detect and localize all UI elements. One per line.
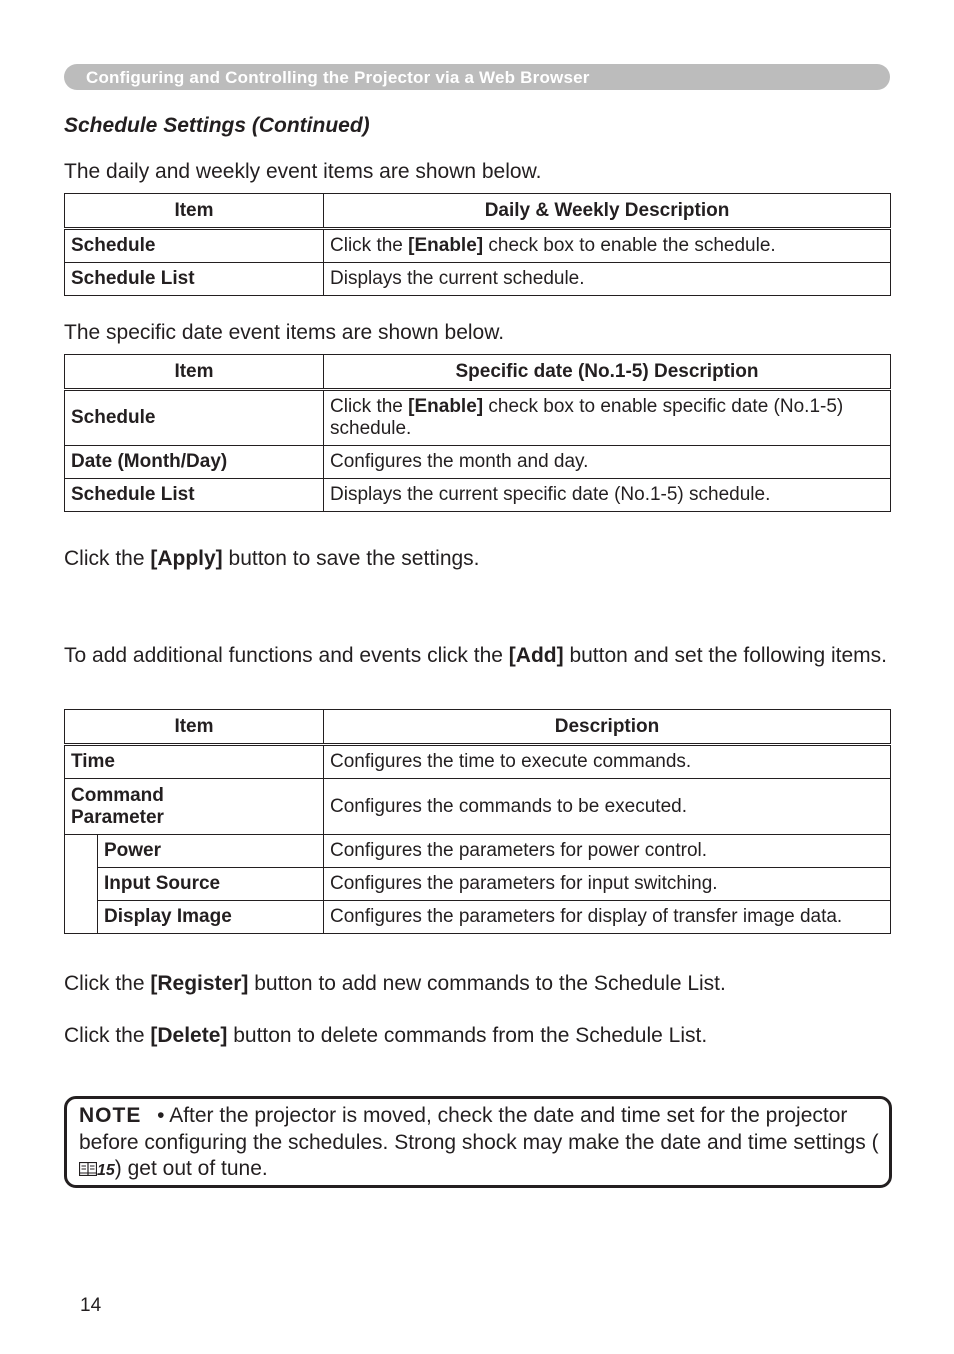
table-row	[65, 901, 891, 934]
specific-header-item: Item	[65, 355, 324, 390]
add-table	[64, 709, 891, 934]
table-row	[65, 263, 891, 296]
row-desc: Configures the month and day.	[324, 446, 891, 479]
row-item: Time	[65, 745, 324, 779]
row-desc: Configures the time to execute commands.	[324, 745, 891, 779]
row-desc: Click the [Enable] check box to enable the schedule.	[324, 229, 891, 263]
note-text: NOTE • After the projector is moved, check the date and time set for the projector before configuring the schedules. Strong shock may make the date and time settings ( 15) get out of tune.	[79, 1104, 879, 1180]
daily-table	[64, 193, 891, 296]
row-desc: Click the [Enable] check box to enable specific date (No.1-5) schedule.	[324, 390, 891, 446]
row-item: Display Image	[98, 901, 324, 934]
row-desc: Configures the commands to be executed.	[324, 779, 891, 835]
row-item: Schedule	[65, 390, 324, 446]
row-item: Schedule	[65, 229, 324, 263]
indent-cell	[65, 835, 98, 934]
daily-header-desc: Daily & Weekly Description	[324, 194, 891, 229]
note-label: NOTE	[79, 1104, 142, 1127]
specific-table	[64, 354, 891, 512]
intro-specific: The specific date event items are shown below.	[64, 321, 505, 344]
section-title: Schedule Settings (Continued)	[64, 114, 370, 137]
intro-daily: The daily and weekly event items are shown below.	[64, 160, 542, 183]
row-item: Command Parameter	[65, 779, 324, 835]
delete-instruction: Click the [Delete] button to delete commands from the Schedule List.	[64, 1024, 708, 1047]
add-header-item: Item	[65, 710, 324, 745]
table-row	[65, 229, 891, 263]
specific-header-desc: Specific date (No.1-5) Description	[324, 355, 891, 390]
row-desc: Displays the current specific date (No.1-5) schedule.	[324, 479, 891, 512]
page-number: 14	[80, 1295, 102, 1316]
header-title: Configuring and Controlling the Projector via a Web Browser	[86, 68, 590, 87]
register-instruction: Click the [Register] button to add new commands to the Schedule List.	[64, 972, 726, 995]
note-box	[64, 1096, 892, 1188]
add-header-desc: Description	[324, 710, 891, 745]
page-reference[interactable]: 15	[97, 1162, 115, 1179]
table-row	[65, 745, 891, 779]
table-row	[65, 479, 891, 512]
row-item: Schedule List	[65, 263, 324, 296]
row-item: Schedule List	[65, 479, 324, 512]
table-row	[65, 390, 891, 446]
apply-instruction: Click the [Apply] button to save the settings.	[64, 547, 480, 570]
row-item: Date (Month/Day)	[65, 446, 324, 479]
table-row	[65, 835, 891, 868]
row-desc: Configures the parameters for input switching.	[324, 868, 891, 901]
table-row	[65, 868, 891, 901]
book-icon[interactable]	[79, 1162, 97, 1176]
header-bar	[64, 64, 890, 90]
table-row	[65, 446, 891, 479]
row-desc: Displays the current schedule.	[324, 263, 891, 296]
daily-header-item: Item	[65, 194, 324, 229]
row-desc: Configures the parameters for display of transfer image data.	[324, 901, 891, 934]
row-item: Power	[98, 835, 324, 868]
table-row	[65, 779, 891, 835]
row-item: Input Source	[98, 868, 324, 901]
add-instruction: To add additional functions and events click the [Add] button and set the following items.	[64, 644, 887, 667]
row-desc: Configures the parameters for power control.	[324, 835, 891, 868]
